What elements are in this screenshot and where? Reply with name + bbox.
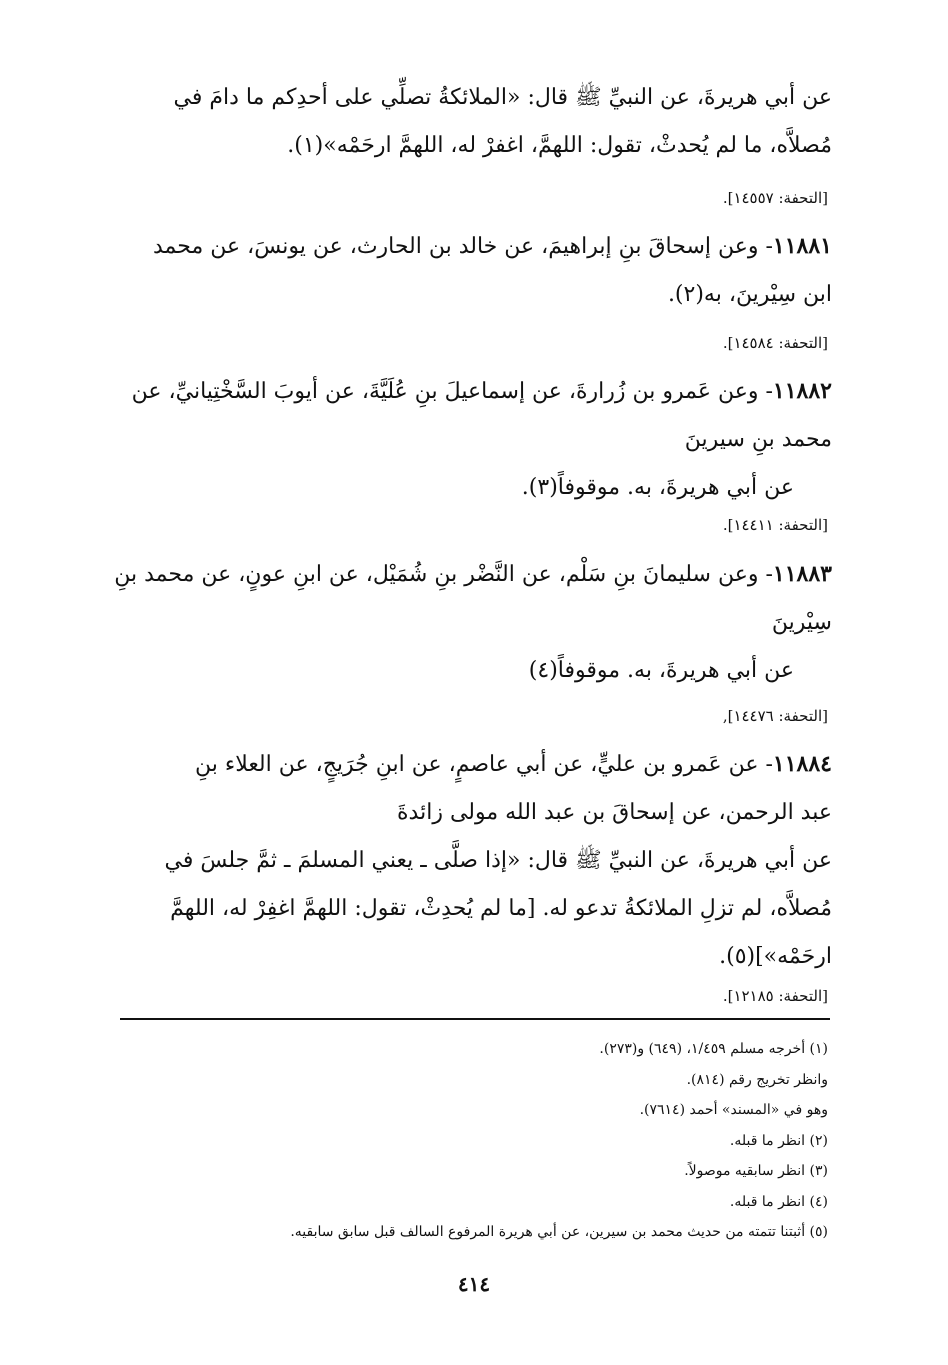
footnote: وانظر تخريج رقم (٨١٤). [686, 1071, 828, 1088]
tuhfa-reference: [التحفة: ١٤٥٥٧]. [722, 189, 828, 207]
text-line: عبد الرحمن، عن إسحاقَ بن عبد الله مولى زائدةَ [397, 800, 832, 825]
hadith-number: ١١٨٨١ [772, 233, 832, 259]
text-line: مُصلاَّه، ما لم يُحدثْ، تقول: اللهمَّ، اغفرْ له، اللهمَّ ارحَمْه»(١). [287, 133, 832, 158]
text-line [114, 550, 832, 599]
tuhfa-reference: [التحفة: ١٤٤٧٦], [722, 707, 828, 725]
footnote: (٥) أثبتنا تتمته من حديث محمد بن سيرين، عن أبي هريرة المرفوع السالف قبل سابق سابقيه. [290, 1224, 828, 1240]
footnote: وهو في «المسند» أحمد (٧٦١٤). [639, 1102, 828, 1118]
hadith-number: ١١٨٨٢ [772, 378, 832, 404]
isnad-text: - وعن عَمرو بن زُرارةَ، عن إسماعيلَ بنِ عُلَيَّةَ، عن أيوبَ السَّخْتِيانيِّ، عن [131, 379, 773, 404]
text-line: عن أبي هريرةَ، عن النبيِّ ﷺ قال: «إذا صلَّى ـ يعني المسلمَ ـ ثمَّ جلسَ في [164, 848, 832, 873]
tuhfa-reference: [التحفة: ١٢١٨٥]. [722, 987, 828, 1005]
page-number: ٤١٤ [457, 1272, 491, 1296]
footnote: (٤) انظر ما قبله. [729, 1193, 828, 1210]
isnad-text: - عن عَمرو بن عليٍّ، عن أبي عاصمٍ، عن ابنِ جُرَيجٍ، عن العلاء بنِ [194, 752, 773, 777]
text-line: عن أبي هريرةَ، عن النبيِّ ﷺ قال: «الملائكةُ تصلِّي على أحدِكم ما دامَ في [173, 85, 832, 110]
footnote: (٣) انظر سابقيه موصولاً. [684, 1163, 828, 1179]
hadith-11883 [114, 550, 832, 695]
text-line: ارحَمْه»](٥). [719, 944, 832, 969]
hadith-number: ١١٨٨٤ [772, 751, 832, 777]
text-line [114, 740, 832, 789]
isnad-text: - وعن إسحاقَ بنِ إبراهيمَ، عن خالد بن الحارث، عن يونسَ، عن محمد [152, 234, 773, 259]
text-line: مُصلاَّه، لم تزلِ الملائكةُ تدعو له. [ما لم يُحدِثْ، تقول: اللهمَّ اغفِرْ له، اللهمَّ [170, 896, 832, 921]
text-line: ابن سِيْرينَ، به(٢). [667, 282, 832, 307]
tuhfa-reference: [التحفة: ١٤٤١١]. [722, 516, 828, 534]
footnote: (١) أخرجه مسلم ١/٤٥٩، (٦٤٩) و(٢٧٣). [599, 1041, 828, 1057]
text-line [114, 222, 832, 271]
hadith-11881 [114, 222, 832, 319]
hadith-number: ١١٨٨٣ [772, 561, 832, 587]
footnote-separator [120, 1018, 830, 1020]
hadith-11884 [114, 740, 832, 981]
footnotes [128, 1034, 828, 1248]
text-line: سِيْرينَ [771, 610, 832, 635]
isnad-text: - وعن سليمانَ بنِ سَلْم، عن النَّضْر بنِ شُمَيْل، عن ابنِ عونٍ، عن محمد بنِ [114, 562, 773, 587]
hadith-continuation [114, 74, 832, 170]
text-line: عن أبي هريرةَ، به. موقوفاً(٣). [521, 475, 794, 500]
footnote: (٢) انظر ما قبله. [729, 1132, 828, 1149]
text-line [114, 367, 832, 416]
hadith-11882 [114, 367, 832, 512]
text-line: محمد بنِ سيرينَ [684, 427, 832, 452]
tuhfa-reference: [التحفة: ١٤٥٨٤]. [722, 334, 828, 352]
text-line: عن أبي هريرةَ، به. موقوفاً(٤) [528, 658, 794, 683]
